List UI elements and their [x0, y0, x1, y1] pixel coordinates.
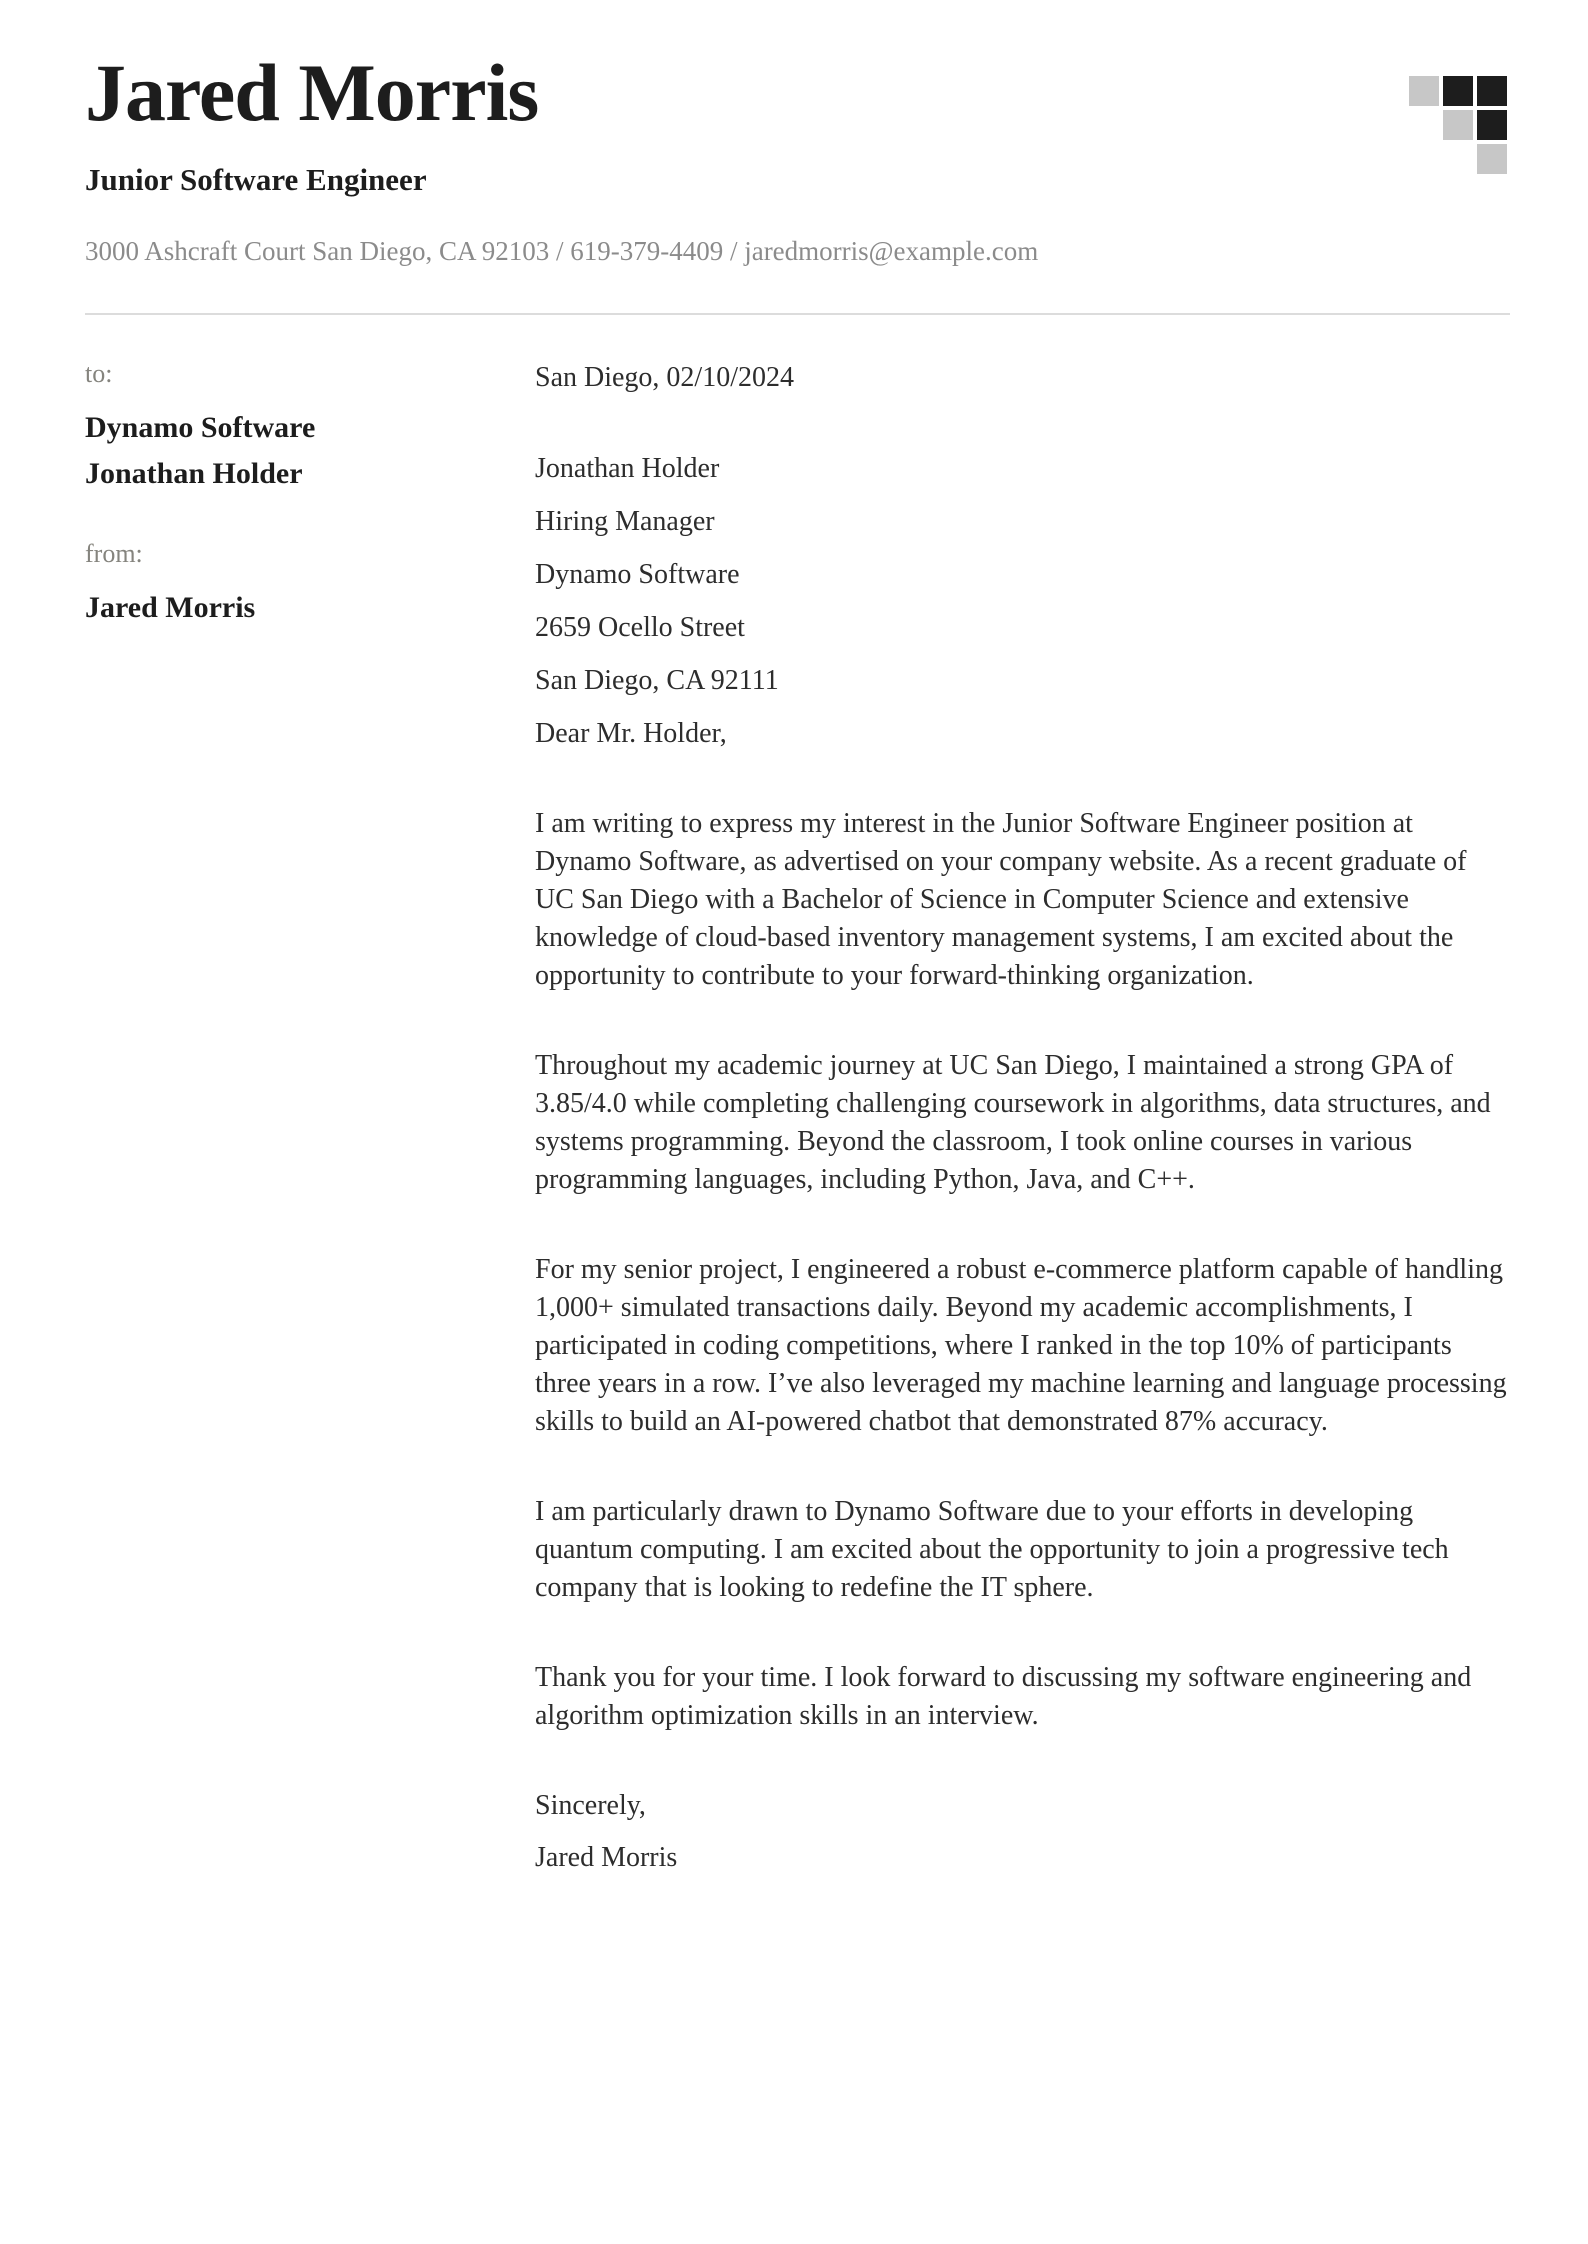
body-paragraph: For my senior project, I engineered a robust e-commerce platform capable of handling 1,000+ simulated transactions daily. Beyond my academic accomplishments, I participated in coding competitions, where I ranked in the top 10% of participants three years in a row. I’ve also leveraged my machine learning and language processing skills to build an AI-powered chatbot that demonstrated 87% accuracy. [535, 1254, 1507, 1438]
logo-cell [1477, 76, 1507, 106]
closing: Sincerely, [535, 1790, 646, 1822]
header-divider [85, 313, 1510, 315]
logo-cell [1443, 144, 1473, 174]
recipient-address-line: Jonathan Holder [535, 453, 720, 485]
date-line: San Diego, 02/10/2024 [535, 362, 794, 394]
logo-cell [1443, 76, 1473, 106]
letter-content [85, 359, 1510, 1877]
body-paragraph: I am particularly drawn to Dynamo Software due to your efforts in developing quantum computing. I am excited about the opportunity to join a progressive tech company that is looking to redefine the IT sphere. [535, 1496, 1449, 1604]
meta-column [85, 359, 535, 1877]
recipient-address-line: Hiring Manager [535, 506, 715, 538]
candidate-name: Jared Morris [85, 47, 539, 138]
recipient-company: Dynamo Software [85, 411, 316, 445]
logo-cell [1477, 110, 1507, 140]
to-label: to: [85, 359, 113, 389]
contact-info-line: 3000 Ashcraft Court San Diego, CA 92103 / 619-379-4409 / jaredmorris@example.com [85, 236, 1039, 267]
recipient-address-line: San Diego, CA 92111 [535, 665, 779, 697]
logo-cell [1409, 76, 1439, 106]
candidate-job-title: Junior Software Engineer [85, 162, 427, 198]
logo-cell [1409, 110, 1439, 140]
letter-body-column [535, 359, 1510, 1877]
signature-name: Jared Morris [535, 1842, 678, 1874]
logo-cell [1409, 144, 1439, 174]
body-paragraph: Thank you for your time. I look forward to discussing my software engineering and algorithm optimization skills in an interview. [535, 1662, 1472, 1732]
salutation: Dear Mr. Holder, [535, 718, 727, 750]
logo-cell [1477, 144, 1507, 174]
sender-name: Jared Morris [85, 591, 256, 625]
brand-grid-icon [1409, 76, 1507, 174]
from-label: from: [85, 539, 143, 569]
body-paragraph: I am writing to express my interest in the Junior Software Engineer position at Dynamo Software, as advertised on your company website. As a recent graduate of UC San Diego with a Bachelor of Science in Computer Science and extensive knowledge of cloud-based inventory management systems, I am excited about the opportunity to contribute to your forward-thinking organization. [535, 808, 1467, 992]
logo-cell [1443, 110, 1473, 140]
recipient-address-line: Dynamo Software [535, 559, 740, 591]
body-paragraph: Throughout my academic journey at UC San Diego, I maintained a strong GPA of 3.85/4.0 while completing challenging coursework in algorithms, data structures, and systems programming. Beyond the classroom, I took online courses in various programming languages, including Python, Java, and C++. [535, 1050, 1491, 1196]
recipient-address-line: 2659 Ocello Street [535, 612, 745, 644]
letter-header [85, 48, 1510, 267]
recipient-name: Jonathan Holder [85, 457, 303, 491]
